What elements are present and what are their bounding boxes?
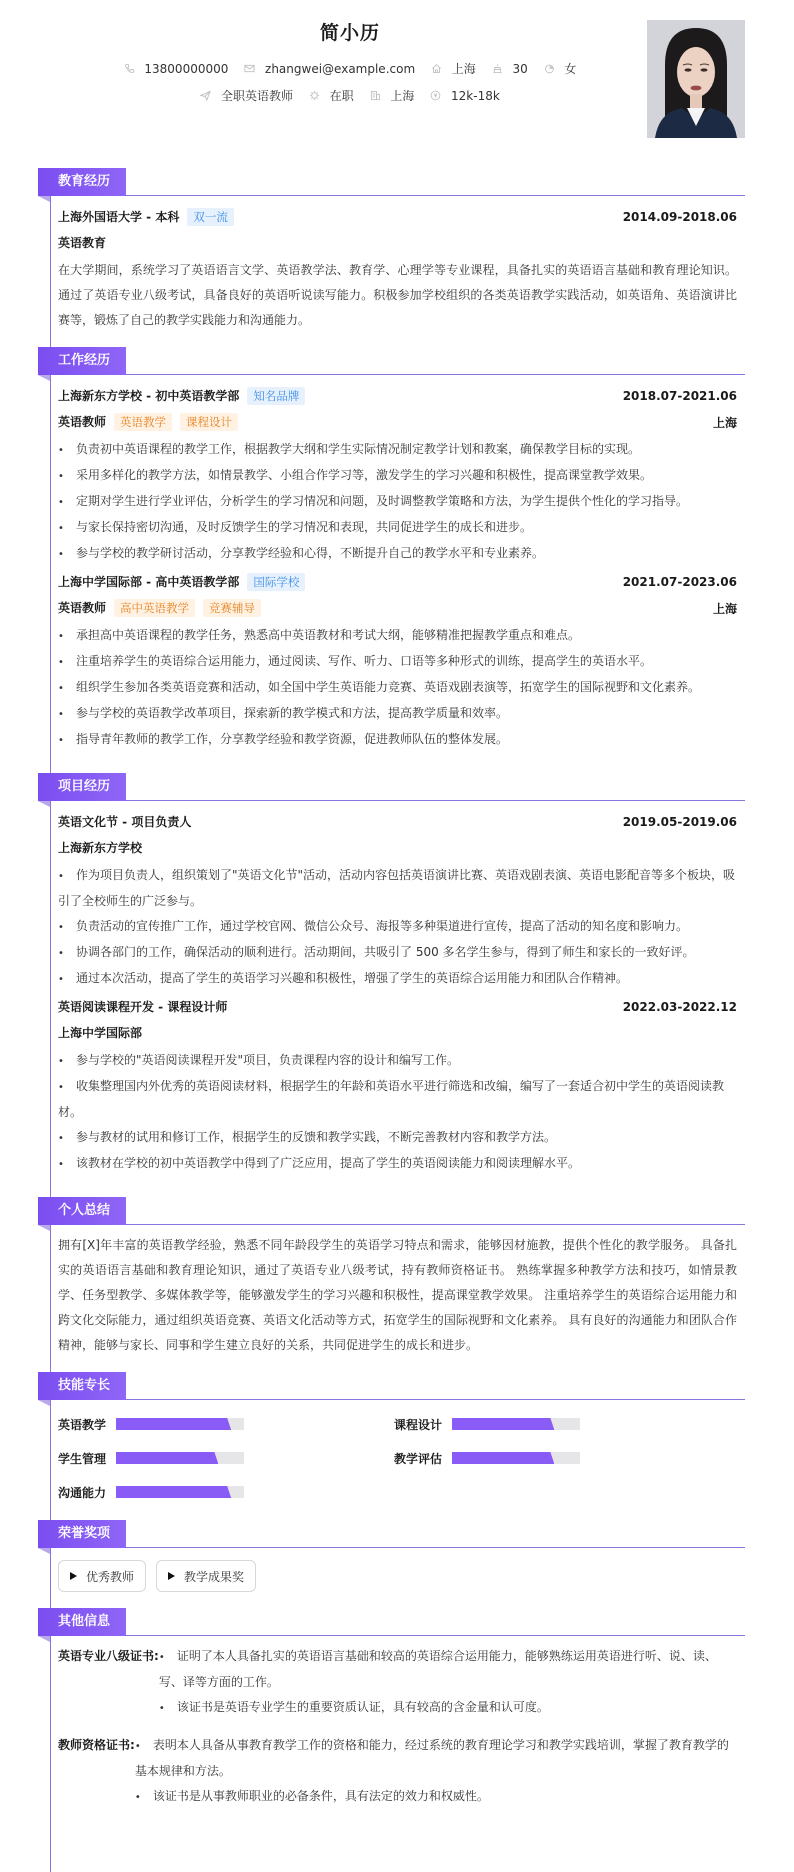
section-divider xyxy=(126,800,745,801)
summary-section xyxy=(38,1197,745,1368)
section-title: 工作经历 xyxy=(38,347,126,375)
phone-icon xyxy=(124,63,135,74)
company-text: 上海新东方学校 - 初中英语教学部 xyxy=(58,389,240,403)
education-entry-header xyxy=(58,204,737,230)
role-text: 英语教师 xyxy=(58,415,107,429)
other-item xyxy=(58,1644,737,1721)
section-divider xyxy=(126,195,745,196)
list-item: • 承担高中英语课程的教学任务，熟悉高中英语教材和考试大纲，能够精准把握教学重点和难点。 xyxy=(58,628,581,642)
city-item xyxy=(431,60,476,77)
skill-fill xyxy=(116,1418,231,1430)
school-tag: 双一流 xyxy=(187,208,234,226)
education-body xyxy=(38,196,745,343)
phone-item xyxy=(124,62,229,76)
contact-row-2 xyxy=(0,87,700,104)
list-item: • 负责活动的宣传推广工作，通过学校官网、微信公众号、海报等多种渠道进行宣传，提高了活动的知名度和影响力。 xyxy=(58,919,689,933)
work-date: 2018.07-2021.06 xyxy=(622,389,737,403)
skill-name: 英语教学 xyxy=(58,1417,107,1432)
list-item: • 定期对学生进行学业评估，分析学生的学习情况和问题，及时调整教学策略和方法，为学生提供个性化的学习指导。 xyxy=(58,494,689,508)
skill-item xyxy=(394,1412,730,1436)
school-text: 上海外国语大学 - 本科 xyxy=(58,210,180,224)
section-divider xyxy=(126,1399,745,1400)
tab-fold-decoration xyxy=(38,1548,50,1554)
work-header xyxy=(38,347,745,375)
skill-name: 沟通能力 xyxy=(58,1485,107,1500)
work-role-row xyxy=(58,409,737,435)
award-badge xyxy=(156,1560,256,1592)
job-status-text: 在职 xyxy=(329,89,354,103)
other-section xyxy=(38,1608,745,1832)
summary-body xyxy=(38,1225,745,1368)
skill-name: 学生管理 xyxy=(58,1451,107,1466)
summary-text: 拥有[X]年丰富的英语教学经验，熟悉不同年龄段学生的英语学习特点和需求，能够因材施教，提供个性化的教学服务。 具备扎实的英语语言基础和教育理论知识，通过了英语专业八级考试，持有教师资格证书。 熟练掌握多种教学方法和技巧，如情景教学、任务型教学、多媒体教学等，能够激发学生的学习兴趣和积极性，提高课堂教学效果。 注重培养学生的英语综合运用能力和跨文化交际能力，通过组织英语竞赛、英语文化活动等方式，拓宽学生的国际视野和文化素养。 具有良好的沟通能力和团队合作精神，能够与家长、同事和学生建立良好的关系，共同促进学生的成长和进步。 xyxy=(58,1238,737,1352)
work-body xyxy=(38,375,745,763)
tab-fold-decoration xyxy=(38,196,50,202)
major: 英语教育 xyxy=(58,236,107,250)
education-section xyxy=(38,168,745,343)
education-description: 在大学期间，系统学习了英语语言文学、英语教学法、教育学、心理学等专业课程，具备扎实的英语语言基础和教育理论知识。通过了英语专业八级考试，具备良好的英语听说读写能力。积极参加学校组织的各类英语教学实践活动，如英语角、英语演讲比赛等，锻炼了自己的教学实践能力和沟通能力。 xyxy=(58,263,737,327)
list-item: • 通过本次活动，提高了学生的英语学习兴趣和积极性，增强了学生的英语综合运用能力和团队合作精神。 xyxy=(58,971,629,985)
work-location: 上海 xyxy=(712,415,737,430)
project-name: 英语文化节 - 项目负责人 xyxy=(58,815,192,829)
list-item: • 指导青年教师的教学工作，分享教学经验和教学资源，促进教师队伍的整体发展。 xyxy=(58,732,509,746)
project-entry-header xyxy=(58,809,737,835)
project-date: 2022.03-2022.12 xyxy=(622,1000,737,1014)
section-title: 荣誉奖项 xyxy=(38,1520,126,1548)
tab-fold-decoration xyxy=(38,375,50,381)
candidate-name: 简小历 xyxy=(319,22,380,44)
email-text: zhangwei@example.com xyxy=(265,62,416,76)
section-title: 技能专长 xyxy=(38,1372,126,1400)
list-item: • 表明本人具备从事教育教学工作的资格和能力，经过系统的教育理论学习和教学实践培训，掌握了教育教学的基本规律和方法。 xyxy=(134,1738,729,1778)
list-item: • 注重培养学生的英语综合运用能力，通过阅读、写作、听力、口语等多种形式的训练，提高学生的英语水平。 xyxy=(58,654,653,668)
skill-fill xyxy=(452,1418,554,1430)
company-tag: 国际学校 xyxy=(247,573,305,591)
skill-name: 教学评估 xyxy=(394,1451,443,1466)
project-name: 英语阅读课程开发 - 课程设计师 xyxy=(58,1000,228,1014)
education-header xyxy=(38,168,745,196)
list-item: • 该教材在学校的初中英语教学中得到了广泛应用，提高了学生的英语阅读能力和阅读理解水平。 xyxy=(58,1156,581,1170)
list-item: • 参与教材的试用和修订工作，根据学生的反馈和教学实践，不断完善教材内容和教学方法。 xyxy=(58,1130,557,1144)
other-points xyxy=(135,1733,737,1810)
project-date: 2019.05-2019.06 xyxy=(622,815,737,829)
awards-header xyxy=(38,1520,745,1548)
work-entry-header xyxy=(58,383,737,409)
mail-icon xyxy=(244,63,255,74)
summary-header xyxy=(38,1197,745,1225)
job-status-item xyxy=(309,87,354,104)
tab-fold-decoration xyxy=(38,1400,50,1406)
gender-icon xyxy=(544,63,555,74)
awards-section xyxy=(38,1520,745,1602)
phone-text: 13800000000 xyxy=(144,62,229,76)
projects-body xyxy=(38,801,745,1187)
skill-tag: 英语教学 xyxy=(114,413,172,431)
list-item: • 组织学生参加各类英语竞赛和活动，如全国中学生英语能力竞赛、英语戏剧表演等，拓宽学生的国际视野和文化素养。 xyxy=(58,680,701,694)
skill-tag: 竞赛辅导 xyxy=(203,599,261,617)
play-triangle-icon xyxy=(70,1572,77,1580)
role xyxy=(58,595,261,621)
other-header xyxy=(38,1608,745,1636)
tab-fold-decoration xyxy=(38,1636,50,1642)
work-section xyxy=(38,347,745,763)
list-item: • 与家长保持密切沟通，及时反馈学生的学习情况和表现，共同促进学生的成长和进步。 xyxy=(58,520,533,534)
project-entry-header xyxy=(58,994,737,1020)
salary-text: 12k-18k xyxy=(451,89,500,103)
company-name xyxy=(58,383,305,409)
list-item: • 采用多样化的教学方法，如情景教学、小组合作学习等，激发学生的学习兴趣和积极性，提高课堂教学效果。 xyxy=(58,468,653,482)
skills-section xyxy=(38,1372,745,1514)
work-entry xyxy=(58,569,737,753)
skill-fill xyxy=(116,1452,218,1464)
project-entry xyxy=(58,809,737,992)
section-title: 个人总结 xyxy=(38,1197,126,1225)
projects-section xyxy=(38,773,745,1187)
target-city-text: 上海 xyxy=(390,89,415,103)
skills-grid xyxy=(58,1408,737,1504)
company-tag: 知名品牌 xyxy=(247,387,305,405)
work-entry-header xyxy=(58,569,737,595)
work-role-row xyxy=(58,595,737,621)
section-title: 项目经历 xyxy=(38,773,126,801)
resume-header xyxy=(0,0,794,168)
salary-item xyxy=(430,89,500,103)
company-text: 上海中学国际部 - 高中英语教学部 xyxy=(58,575,240,589)
projects-header xyxy=(38,773,745,801)
award-text: 优秀教师 xyxy=(86,1569,135,1584)
list-item: • 负责初中英语课程的教学工作，根据教学大纲和学生实际情况制定教学计划和教案，确保教学目标的实现。 xyxy=(58,442,641,456)
city-text: 上海 xyxy=(451,62,476,76)
project-bullets xyxy=(58,1048,737,1177)
gender-item xyxy=(544,60,577,77)
status-icon xyxy=(309,90,320,101)
skill-bar xyxy=(452,1452,580,1464)
list-item: • 该证书是英语专业学生的重要资质认证，具有较高的含金量和认可度。 xyxy=(158,1700,549,1714)
job-target-item xyxy=(200,87,293,104)
list-item: • 该证书是从事教师职业的必备条件，具有法定的效力和权威性。 xyxy=(134,1789,489,1803)
work-date: 2021.07-2023.06 xyxy=(622,575,737,589)
salary-icon xyxy=(430,90,441,101)
awards-list xyxy=(58,1556,737,1592)
company-name xyxy=(58,569,305,595)
age-icon xyxy=(492,63,503,74)
work-location: 上海 xyxy=(712,601,737,616)
skill-item xyxy=(58,1480,394,1504)
project-org: 上海新东方学校 xyxy=(58,841,143,855)
age-item xyxy=(492,62,528,76)
other-body xyxy=(38,1636,745,1832)
awards-body xyxy=(38,1548,745,1602)
job-target-text: 全职英语教师 xyxy=(221,89,294,103)
list-item: • 协调各部门的工作，确保活动的顺利进行。活动期间，共吸引了 500 多名学生参与，得到了师生和家长的一致好评。 xyxy=(58,945,695,959)
list-item: • 参与学校的"英语阅读课程开发"项目，负责课程内容的设计和编写工作。 xyxy=(58,1053,460,1067)
other-label: 英语专业八级证书: xyxy=(58,1649,159,1663)
award-badge xyxy=(58,1560,146,1592)
list-item: • 证明了本人具备扎实的英语语言基础和较高的英语综合运用能力，能够熟练运用英语进行听、说、读、写、译等方面的工作。 xyxy=(158,1649,717,1689)
list-item: • 参与学校的英语教学改革项目，探索新的教学模式和方法，提高教学质量和效率。 xyxy=(58,706,509,720)
work-bullets xyxy=(58,437,737,567)
skills-header xyxy=(38,1372,745,1400)
skill-tag: 课程设计 xyxy=(180,413,238,431)
tab-fold-decoration xyxy=(38,801,50,807)
role-text: 英语教师 xyxy=(58,601,107,615)
tab-fold-decoration xyxy=(38,1225,50,1231)
section-divider xyxy=(126,1547,745,1548)
age-text: 30 xyxy=(512,62,528,76)
section-title: 教育经历 xyxy=(38,168,126,196)
play-triangle-icon xyxy=(168,1572,175,1580)
contact-row-1 xyxy=(0,60,700,77)
award-text: 教学成果奖 xyxy=(184,1569,245,1584)
section-title: 其他信息 xyxy=(38,1608,126,1636)
skill-bar xyxy=(452,1418,580,1430)
home-icon xyxy=(431,63,442,74)
target-city-item xyxy=(370,87,415,104)
education-date: 2014.09-2018.06 xyxy=(622,210,737,224)
skills-body xyxy=(38,1400,745,1514)
email-item xyxy=(244,62,415,76)
role xyxy=(58,409,238,435)
skill-item xyxy=(58,1412,394,1436)
project-entry xyxy=(58,994,737,1177)
work-entry xyxy=(58,383,737,567)
other-label: 教师资格证书: xyxy=(58,1738,135,1752)
skill-item xyxy=(394,1446,730,1470)
skill-item xyxy=(58,1446,394,1470)
skill-tag: 高中英语教学 xyxy=(114,599,195,617)
skill-bar xyxy=(116,1452,244,1464)
project-org: 上海中学国际部 xyxy=(58,1026,143,1040)
list-item: • 参与学校的教学研讨活动，分享教学经验和心得，不断提升自己的教学水平和专业素养。 xyxy=(58,546,545,560)
section-divider xyxy=(126,1224,745,1225)
gender-text: 女 xyxy=(564,62,577,76)
skill-bar xyxy=(116,1418,244,1430)
send-icon xyxy=(200,90,211,101)
list-item: • 收集整理国内外优秀的英语阅读材料，根据学生的年龄和英语水平进行筛选和改编，编写了一套适合初中学生的英语阅读教材。 xyxy=(58,1079,725,1119)
skill-name: 课程设计 xyxy=(394,1417,443,1432)
building-icon xyxy=(370,90,381,101)
section-divider xyxy=(126,374,745,375)
project-bullets xyxy=(58,863,737,992)
portrait-icon xyxy=(647,20,745,138)
school-name xyxy=(58,204,234,230)
list-item: • 作为项目负责人，组织策划了"英语文化节"活动，活动内容包括英语演讲比赛、英语戏剧表演、英语电影配音等多个板块，吸引了全校师生的广泛参与。 xyxy=(58,868,736,908)
work-bullets xyxy=(58,623,737,753)
other-points xyxy=(159,1644,737,1721)
skill-fill xyxy=(116,1486,231,1498)
section-divider xyxy=(126,1635,745,1636)
other-item xyxy=(58,1733,737,1810)
skill-bar xyxy=(116,1486,244,1498)
profile-photo xyxy=(647,20,745,138)
skill-fill xyxy=(452,1452,554,1464)
